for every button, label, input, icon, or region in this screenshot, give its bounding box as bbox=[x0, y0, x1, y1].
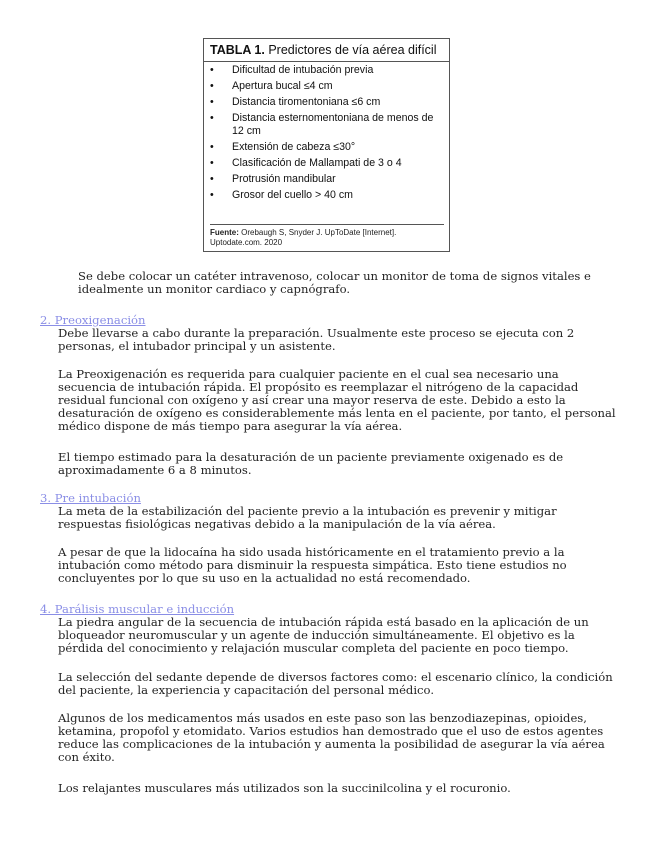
section-heading-paralisis: 4. Parálisis muscular e inducción bbox=[40, 602, 235, 616]
list-item: • Clasificación de Mallampati de 3 o 4 bbox=[210, 157, 444, 170]
table-source-label: Fuente: bbox=[210, 228, 239, 237]
section-heading-pre-intubacion: 3. Pre intubación bbox=[40, 491, 141, 505]
list-item: • Extensión de cabeza ≤30° bbox=[210, 141, 444, 154]
section-heading-preoxigenacion: 2. Preoxigenación bbox=[40, 313, 146, 327]
list-item: • Distancia esternomentoniana de menos de 12 cm bbox=[210, 112, 444, 138]
section-paragraph: Debe llevarse a cabo durante la preparación. Usualmente este proceso se ejecuta con 2 personas, el intubador principal y un asistente. bbox=[58, 326, 575, 353]
section-paragraph: La Preoxigenación es requerida para cualquier paciente en el cual sea necesario una secuencia de intubación rápida. El propósito es reemplazar el nitrógeno de la capacidad residual funcional con oxígeno y así crear una mayor reserva de este. Debido a esto la desaturación de oxígeno es considerablemente más lenta en el paciente, por tanto, el personal médico dispone de más tiempo para asegurar la vía aérea. bbox=[58, 367, 616, 433]
list-item: • Apertura bucal ≤4 cm bbox=[210, 80, 444, 93]
list-item: • Protrusión mandibular bbox=[210, 173, 444, 186]
section-paragraph: La meta de la estabilización del paciente previo a la intubación es prevenir y mitigar respuestas fisiológicas negativas debido a la manipulación de la vía aérea. bbox=[58, 504, 557, 531]
list-item: • Dificultad de intubación previa bbox=[210, 64, 444, 77]
section-paragraph: La piedra angular de la secuencia de intubación rápida está basado en la aplicación de un bloqueador neuromuscular y un agente de inducción simultáneamente. El objetivo es la pérdida del conocimiento y relajación muscular completa del paciente en poco tiempo. bbox=[58, 615, 589, 655]
predictors-list bbox=[204, 62, 449, 202]
table-source-text: Orebaugh S, Snyder J. UpToDate [Internet]. Uptodate.com. 2020 bbox=[210, 228, 397, 247]
list-item: • Grosor del cuello > 40 cm bbox=[210, 189, 444, 202]
section-paragraph: A pesar de que la lidocaína ha sido usada históricamente en el tratamiento previo a la intubación como método para disminuir la respuesta simpática. Esto tiene estudios no concluyentes por lo que su uso en la actualidad no está recomendado. bbox=[58, 545, 567, 585]
section-paragraph: El tiempo estimado para la desaturación de un paciente previamente oxigenado es de aproximadamente 6 a 8 minutos. bbox=[58, 450, 564, 477]
list-item: • Distancia tiromentoniana ≤6 cm bbox=[210, 96, 444, 109]
section-paragraph: Algunos de los medicamentos más usados en este paso son las benzodiazepinas, opioides, ketamina, propofol y etomidato. Varios estudios han demostrado que el uso de estos agentes reduce las complicaciones de la intubación y aumenta la posibilidad de asegurar la vía aérea con éxito. bbox=[58, 711, 605, 764]
section-paragraph: La selección del sedante depende de diversos factores como: el escenario clínico, la condición del paciente, la experiencia y capacitación del personal médico. bbox=[58, 670, 613, 697]
table-title bbox=[204, 39, 449, 62]
intro-paragraph: Se debe colocar un catéter intravenoso, colocar un monitor de toma de signos vitales e idealmente un monitor cardiaco y capnógrafo. bbox=[78, 269, 591, 296]
predictors-table bbox=[203, 38, 450, 252]
table-source bbox=[210, 224, 444, 248]
table-title-text: Predictores de vía aérea difícil bbox=[264, 43, 437, 57]
section-paragraph: Los relajantes musculares más utilizados son la succinilcolina y el rocuronio. bbox=[58, 781, 511, 795]
table-title-label: TABLA 1. bbox=[210, 43, 265, 57]
